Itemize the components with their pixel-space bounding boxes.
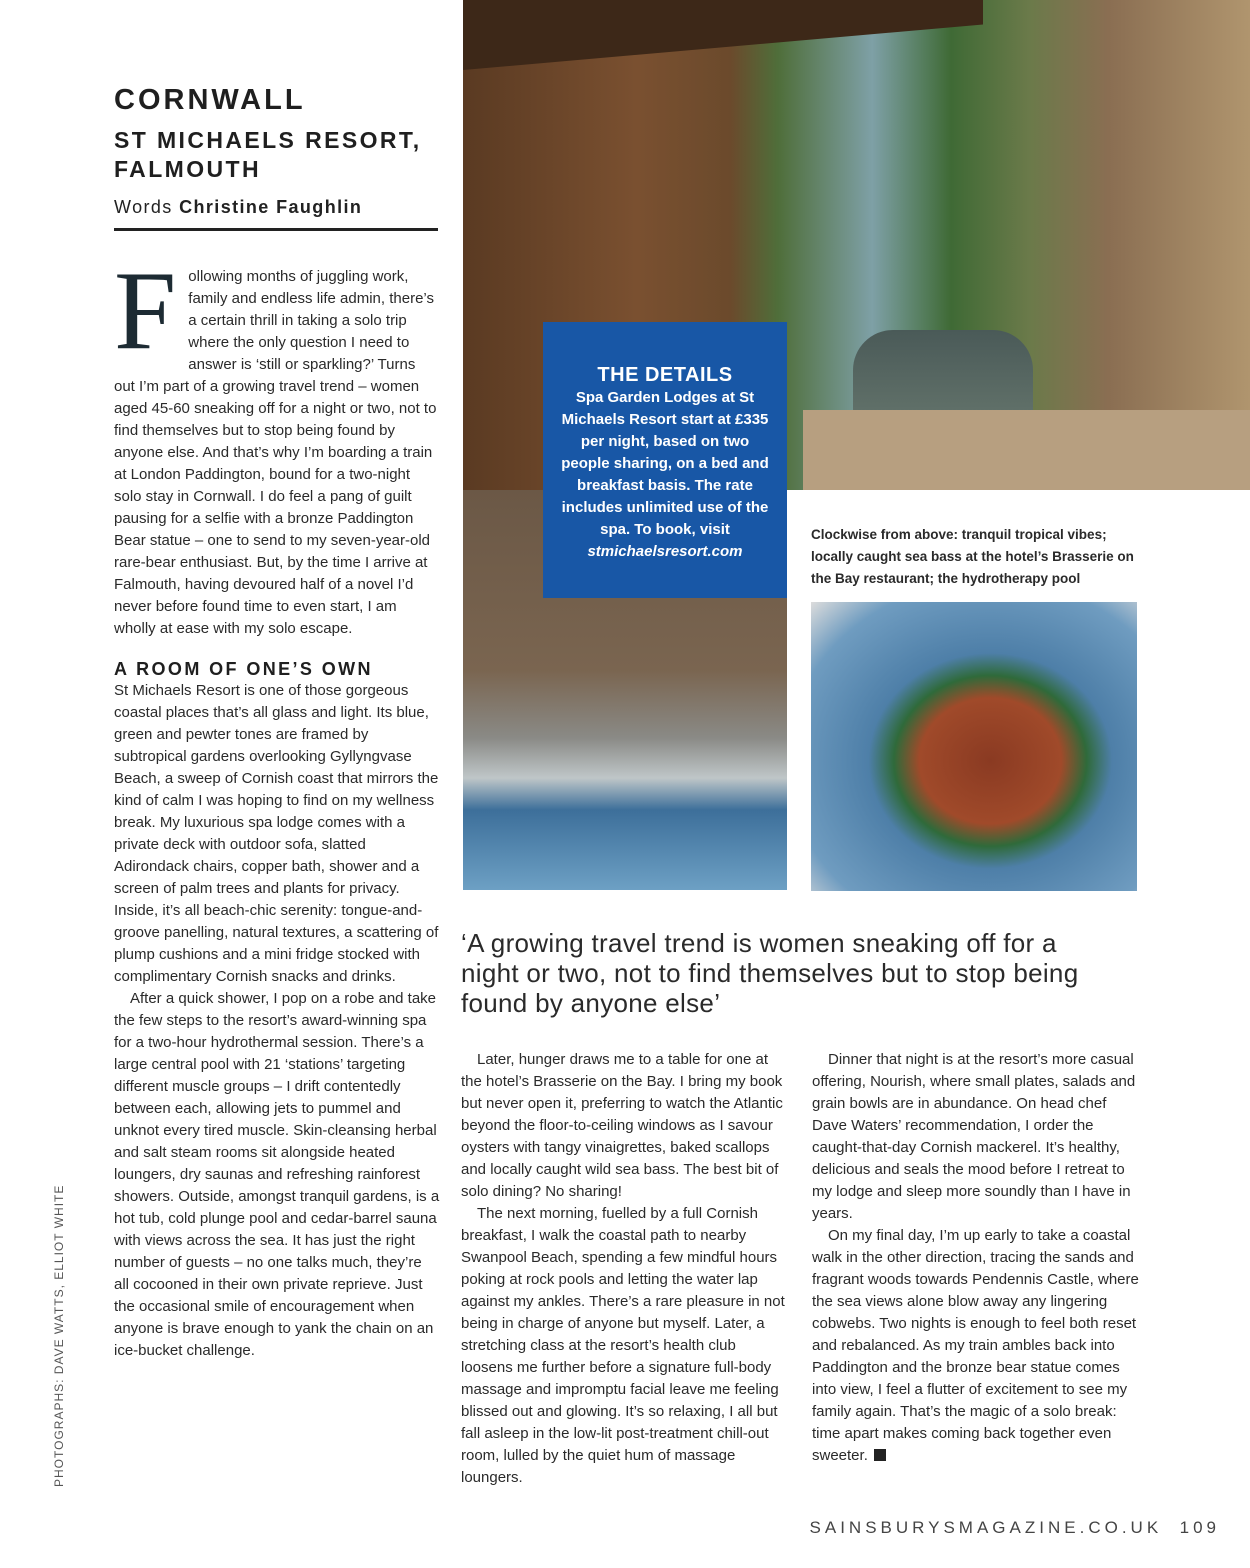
roof-eave (463, 0, 983, 70)
column-middle (461, 1049, 789, 1489)
column-left (114, 249, 440, 1362)
paragraph-intro (114, 249, 440, 640)
details-body (543, 387, 787, 563)
pull-quote: ‘A growing travel trend is women sneaking off for a night or two, not to find themselves but to stop being found by anyone else’ (461, 928, 1079, 1018)
photo-credit: PHOTOGRAPHS: DAVE WATTS, ELLIOT WHITE (52, 1184, 66, 1487)
region-heading: CORNWALL (114, 84, 306, 116)
photo-sea-bass-dish (811, 602, 1137, 891)
title-rule (114, 228, 438, 231)
subheading: A ROOM OF ONE’S OWN (114, 659, 373, 679)
intro-text: ollowing months of juggling work, family and endless life admin, there’s a certain thrill in taking a solo trip where the only question I need to answer is ‘still or sparkling?’ Turns out I’m part of a growing travel trend – women aged 45-60 sneaking off for a night or two, not to find themselves but to stop being found by anyone else. And that’s why I’m boarding a train at London Paddington, bound for a two-night solo stay in Cornwall. I do feel a pang of guilt pausing for a selfie with a bronze Paddington Bear statue – one to send to my seven-year-old rare-bear enthusiast. But, by the time I arrive at Falmouth, having devoured half of a novel I’d never before found time to even start, I am wholly at ease with my solo escape. (114, 268, 437, 637)
paragraph: The next morning, fuelled by a full Cornish breakfast, I walk the coastal path to nearby Swanpool Beach, spending a few mindful hours poking at rock pools and letting the water lap against my ankles. There’s a rare pleasure in not being in charge of anyone but myself. Later, a stretching class at the resort’s health club loosens me further before a signature full-body massage and impromptu facial leave me feeling blissed out and glowing. It’s so relaxing, I all but fall asleep in the low-lit post-treatment chill-out room, lulled by the quiet hum of massage loungers. (461, 1205, 785, 1486)
column-right (812, 1049, 1140, 1467)
deck (803, 410, 1250, 490)
byline-label: Words (114, 197, 173, 217)
details-title: THE DETAILS (597, 364, 733, 386)
page-number: 109 (1179, 1518, 1220, 1537)
paragraph: After a quick shower, I pop on a robe and take the few steps to the resort’s award-winning spa for a two-hour hydrothermal session. There’s a large central pool with 21 ‘stations’ targeting different muscle groups – I drift contentedly between each, allowing jets to pummel and unknot every tired muscle. Skin-cleansing herbal and salt steam rooms sit alongside heated loungers, dry saunas and refreshing rainforest showers. Outside, amongst tranquil gardens, is a hot tub, cold plunge pool and cedar-barrel sauna with views across the sea. It has just the right number of guests – no one talks much, they’re all cocooned in their own private reprieve. Just the occasional smile of encouragement when anyone is brave enough to yank the chain on an ice-bucket challenge. (114, 990, 440, 1359)
end-mark (874, 1449, 886, 1461)
drop-cap: F (114, 249, 177, 373)
footer (810, 1518, 1220, 1538)
photo-caption: Clockwise from above: tranquil tropical vibes; locally caught sea bass at the hotel’s Brasserie on the Bay restaurant; the hydrotherapy pool (811, 527, 1134, 586)
author-name: Christine Faughlin (179, 197, 363, 217)
details-url[interactable]: stmichaelsresort.com (587, 543, 743, 560)
footer-site: SAINSBURYSMAGAZINE.CO.UK (809, 1518, 1163, 1537)
final-text: On my final day, I’m up early to take a coastal walk in the other direction, tracing the sands and fragrant woods towards Pendennis Castle, where the sea views alone blow away any lingering cobwebs. Two nights is enough to feel both reset and rebalanced. As my train ambles back into Paddington and the bronze bear statue comes into view, I feel a flutter of excitement to see my family again. That’s the magic of a solo break: time apart makes coming back together even sweeter. (812, 1227, 1139, 1464)
byline (114, 197, 362, 218)
details-text: Spa Garden Lodges at St Michaels Resort start at £335 per night, based on two people sharing, on a bed and breakfast basis. The rate includes unlimited use of the spa. To book, visit (561, 389, 769, 538)
paragraph: Later, hunger draws me to a table for one at the hotel’s Brasserie on the Bay. I bring my book but never open it, preferring to watch the Atlantic beyond the floor-to-ceiling windows as I savour oysters with tangy vinaigrettes, baked scallops and locally caught wild sea bass. The best bit of solo dining? No sharing! (461, 1051, 783, 1200)
article-title: ST MICHAELS RESORT, FALMOUTH (114, 127, 422, 182)
details-box (543, 322, 787, 598)
paragraph: Dinner that night is at the resort’s more casual offering, Nourish, where small plates, salads and grain bowls are in abundance. On head chef Dave Waters’ recommendation, I order the caught-that-day Cornish mackerel. It’s healthy, delicious and seals the mood before I retreat to my lodge and sleep more soundly than I have in years. (812, 1051, 1136, 1222)
paragraph: St Michaels Resort is one of those gorgeous coastal places that’s all glass and light. Its blue, green and pewter tones are framed by subtropical gardens overlooking Gyllyngvase Beach, a sweep of Cornish coast that mirrors the kind of calm I was hoping to find on my wellness break. My luxurious spa lodge comes with a private deck with outdoor sofa, slatted Adirondack chairs, copper bath, shower and a screen of palm trees and plants for privacy. Inside, it’s all beach-chic serenity: tongue-and-groove panelling, natural textures, a scattering of plump cushions and a mini fridge stocked with complimentary Cornish snacks and drinks. (114, 682, 439, 985)
paragraph (812, 1225, 1140, 1467)
